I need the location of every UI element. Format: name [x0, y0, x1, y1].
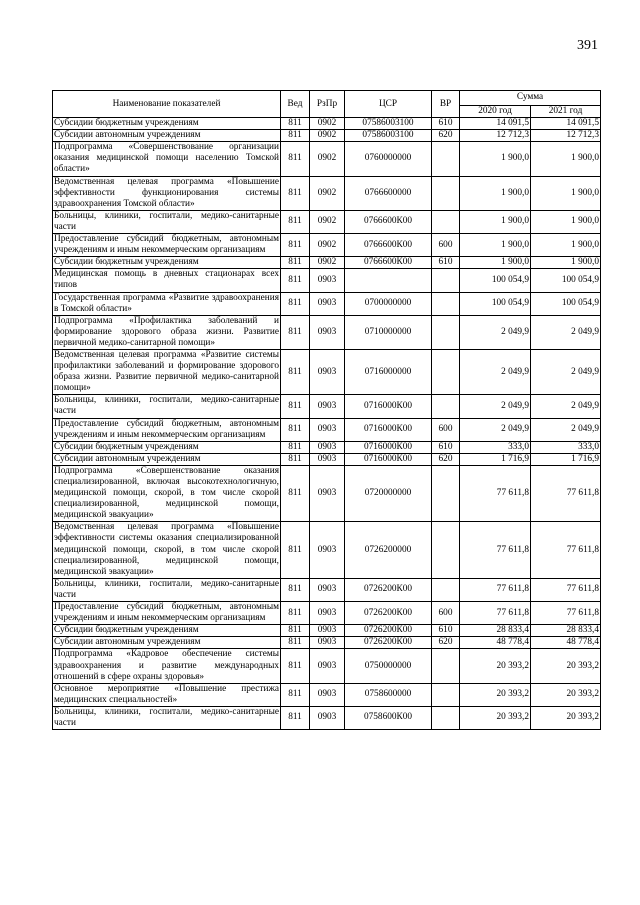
- cell-vr: 620: [432, 130, 460, 142]
- cell-vr: [432, 269, 460, 292]
- cell-csr: 0758600К00: [345, 706, 432, 729]
- cell-csr: 07586003100: [345, 130, 432, 142]
- table-row: [53, 625, 601, 637]
- table-row: [53, 176, 601, 210]
- cell-sum-2020: 20 393,2: [460, 649, 531, 683]
- cell-name: Субсидии бюджетным учреждениям: [53, 441, 281, 453]
- table-row: [53, 349, 601, 394]
- cell-csr: 0700000000: [345, 292, 432, 315]
- cell-sum-2020: 20 393,2: [460, 706, 531, 729]
- header-rzpr: РзПр: [310, 91, 345, 118]
- cell-sum-2021: 100 054,9: [531, 269, 601, 292]
- cell-ved: 811: [281, 257, 310, 269]
- cell-csr: 0716000К00: [345, 441, 432, 453]
- cell-rzpr: 0903: [310, 637, 345, 649]
- table-row: [53, 683, 601, 706]
- budget-table: [52, 90, 601, 730]
- cell-sum-2020: 1 900,0: [460, 210, 531, 233]
- cell-name: Субсидии бюджетным учреждениям: [53, 257, 281, 269]
- cell-vr: 610: [432, 625, 460, 637]
- cell-vr: 600: [432, 234, 460, 257]
- cell-rzpr: 0903: [310, 349, 345, 394]
- cell-vr: [432, 578, 460, 601]
- cell-rzpr: 0903: [310, 522, 345, 578]
- table-body: [53, 118, 601, 730]
- cell-rzpr: 0902: [310, 118, 345, 130]
- cell-csr: 0766600К00: [345, 257, 432, 269]
- cell-sum-2020: 1 900,0: [460, 142, 531, 176]
- cell-vr: [432, 210, 460, 233]
- cell-sum-2021: 2 049,9: [531, 349, 601, 394]
- cell-name: Подпрограмма «Совершенствование оказания специализированной, включая высокотехнологичную, медицинской помощи, скорой, в том числе скорой специализированной, медицинской помощи, медицинской эвакуации»: [54, 465, 279, 521]
- cell-ved: 811: [281, 269, 310, 292]
- cell-ved: 811: [281, 292, 310, 315]
- cell-name: Подпрограмма «Кадровое обеспечение системы здравоохранения и развитие международных отношений в сфере охраны здоровья»: [54, 649, 279, 682]
- cell-name: Больницы, клиники, госпитали, медико-санитарные части: [54, 395, 279, 417]
- cell-name: Субсидии бюджетным учреждениям: [53, 118, 281, 130]
- cell-ved: 811: [281, 142, 310, 176]
- cell-vr: [432, 706, 460, 729]
- table-row: [53, 453, 601, 465]
- cell-name: Субсидии бюджетным учреждениям: [53, 625, 281, 637]
- cell-vr: [432, 649, 460, 683]
- cell-name: Субсидии автономным учреждениям: [53, 130, 281, 142]
- cell-rzpr: 0903: [310, 706, 345, 729]
- cell-sum-2021: 48 778,4: [531, 637, 601, 649]
- cell-name: Подпрограмма «Совершенствование организации оказания медицинской помощи населению Томской области»: [54, 142, 279, 175]
- cell-ved: 811: [281, 625, 310, 637]
- cell-csr: 0726200000: [345, 522, 432, 578]
- table-row: [53, 315, 601, 349]
- cell-name: Государственная программа «Развитие здравоохранения в Томской области»: [54, 292, 279, 314]
- cell-csr: 0726200К00: [345, 637, 432, 649]
- cell-rzpr: 0902: [310, 234, 345, 257]
- cell-rzpr: 0903: [310, 465, 345, 521]
- cell-ved: 811: [281, 602, 310, 625]
- cell-vr: [432, 683, 460, 706]
- cell-vr: 600: [432, 418, 460, 441]
- cell-ved: 811: [281, 441, 310, 453]
- cell-sum-2021: 20 393,2: [531, 706, 601, 729]
- cell-name: Больницы, клиники, госпитали, медико-санитарные части: [54, 210, 279, 232]
- cell-name: Ведомственная целевая программа «Повышение эффективности системы оказания специализированной медицинской помощи, скорой, в том числе скорой специализированной, медицинской помощи, медицинской эвакуации»: [54, 522, 279, 577]
- cell-sum-2020: 20 393,2: [460, 683, 531, 706]
- cell-vr: 620: [432, 453, 460, 465]
- cell-rzpr: 0902: [310, 142, 345, 176]
- cell-sum-2020: 1 716,9: [460, 453, 531, 465]
- cell-vr: [432, 142, 460, 176]
- cell-sum-2020: 77 611,8: [460, 602, 531, 625]
- cell-sum-2021: 100 054,9: [531, 292, 601, 315]
- table-row: [53, 142, 601, 176]
- table-row: [53, 578, 601, 601]
- cell-ved: 811: [281, 453, 310, 465]
- cell-csr: 0720000000: [345, 465, 432, 521]
- cell-name: Субсидии автономным учреждениям: [53, 453, 281, 465]
- cell-sum-2020: 14 091,5: [460, 118, 531, 130]
- cell-name: Больницы, клиники, госпитали, медико-санитарные части: [54, 578, 279, 600]
- table-row: [53, 130, 601, 142]
- cell-rzpr: 0902: [310, 130, 345, 142]
- header-year-2020: 2020 год: [460, 106, 531, 118]
- cell-vr: [432, 176, 460, 210]
- cell-rzpr: 0903: [310, 625, 345, 637]
- table-row: [53, 269, 601, 292]
- cell-ved: 811: [281, 234, 310, 257]
- cell-name: Предоставление субсидий бюджетным, автономным учреждениям и иным некоммерческим организациям: [54, 602, 279, 624]
- cell-csr: 0758600000: [345, 683, 432, 706]
- cell-sum-2020: 12 712,3: [460, 130, 531, 142]
- cell-csr: 0710000000: [345, 315, 432, 349]
- cell-sum-2020: 1 900,0: [460, 176, 531, 210]
- cell-rzpr: 0903: [310, 315, 345, 349]
- cell-vr: [432, 292, 460, 315]
- cell-sum-2021: 28 833,4: [531, 625, 601, 637]
- cell-sum-2020: 100 054,9: [460, 269, 531, 292]
- page-number: 391: [577, 38, 598, 53]
- cell-sum-2021: 77 611,8: [531, 522, 601, 578]
- cell-name: Субсидии автономным учреждениям: [53, 637, 281, 649]
- cell-sum-2020: 2 049,9: [460, 315, 531, 349]
- cell-name: Ведомственная целевая программа «Повышение эффективности функционирования системы здравоохранения Томской области»: [54, 176, 279, 209]
- table-row: [53, 395, 601, 418]
- cell-name: Предоставление субсидий бюджетным, автономным учреждениям и иным некоммерческим организациям: [54, 234, 279, 256]
- cell-vr: [432, 465, 460, 521]
- cell-vr: [432, 315, 460, 349]
- cell-name: Медицинская помощь в дневных стационарах всех типов: [54, 269, 279, 291]
- cell-name: Подпрограмма «Профилактика заболеваний и формирование здорового образа жизни. Развитие первичной медико-санитарной помощи»: [54, 315, 279, 348]
- header-year-2021: 2021 год: [531, 106, 601, 118]
- cell-sum-2021: 1 900,0: [531, 210, 601, 233]
- cell-csr: 0726200К00: [345, 578, 432, 601]
- cell-vr: 600: [432, 602, 460, 625]
- cell-name: Ведомственная целевая программа «Развитие системы профилактики заболеваний и формирование здорового образа жизни. Развитие первичной медико-санитарной помощи»: [54, 349, 279, 394]
- cell-csr: 07586003100: [345, 118, 432, 130]
- cell-sum-2021: 1 900,0: [531, 257, 601, 269]
- cell-csr: 0766600К00: [345, 234, 432, 257]
- cell-rzpr: 0903: [310, 292, 345, 315]
- cell-rzpr: 0902: [310, 257, 345, 269]
- cell-rzpr: 0903: [310, 578, 345, 601]
- cell-sum-2021: 12 712,3: [531, 130, 601, 142]
- cell-ved: 811: [281, 118, 310, 130]
- cell-sum-2021: 1 900,0: [531, 176, 601, 210]
- header-csr: ЦСР: [345, 91, 432, 118]
- table-row: [53, 418, 601, 441]
- cell-sum-2020: 28 833,4: [460, 625, 531, 637]
- cell-sum-2021: 1 900,0: [531, 234, 601, 257]
- cell-rzpr: 0903: [310, 395, 345, 418]
- cell-sum-2020: 48 778,4: [460, 637, 531, 649]
- cell-sum-2021: 77 611,8: [531, 465, 601, 521]
- cell-rzpr: 0903: [310, 418, 345, 441]
- cell-vr: [432, 349, 460, 394]
- cell-csr: 0726200К00: [345, 602, 432, 625]
- cell-rzpr: 0903: [310, 602, 345, 625]
- cell-csr: 0766600К00: [345, 210, 432, 233]
- cell-ved: 811: [281, 465, 310, 521]
- cell-ved: 811: [281, 522, 310, 578]
- cell-rzpr: 0903: [310, 453, 345, 465]
- cell-ved: 811: [281, 176, 310, 210]
- cell-sum-2021: 1 900,0: [531, 142, 601, 176]
- cell-sum-2021: 20 393,2: [531, 649, 601, 683]
- cell-csr: 0726200К00: [345, 625, 432, 637]
- cell-csr: 0760000000: [345, 142, 432, 176]
- cell-vr: 610: [432, 441, 460, 453]
- cell-ved: 811: [281, 349, 310, 394]
- table-header: [53, 91, 601, 118]
- cell-sum-2021: 20 393,2: [531, 683, 601, 706]
- cell-name: Больницы, клиники, госпитали, медико-санитарные части: [54, 706, 279, 728]
- cell-ved: 811: [281, 683, 310, 706]
- cell-sum-2021: 1 716,9: [531, 453, 601, 465]
- cell-rzpr: 0903: [310, 269, 345, 292]
- table-row: [53, 602, 601, 625]
- table-row: [53, 257, 601, 269]
- cell-ved: 811: [281, 649, 310, 683]
- cell-ved: 811: [281, 130, 310, 142]
- cell-csr: 0750000000: [345, 649, 432, 683]
- cell-csr: 0716000К00: [345, 395, 432, 418]
- cell-sum-2021: 77 611,8: [531, 578, 601, 601]
- cell-sum-2021: 14 091,5: [531, 118, 601, 130]
- cell-rzpr: 0903: [310, 649, 345, 683]
- cell-csr: 0716000К00: [345, 418, 432, 441]
- cell-ved: 811: [281, 706, 310, 729]
- header-sum: Сумма: [460, 91, 601, 106]
- cell-vr: [432, 395, 460, 418]
- cell-sum-2020: 2 049,9: [460, 395, 531, 418]
- table-row: [53, 522, 601, 578]
- header-ved: Вед: [281, 91, 310, 118]
- cell-rzpr: 0902: [310, 210, 345, 233]
- cell-sum-2020: 333,0: [460, 441, 531, 453]
- cell-sum-2020: 2 049,9: [460, 418, 531, 441]
- table-row: [53, 234, 601, 257]
- cell-vr: [432, 522, 460, 578]
- cell-ved: 811: [281, 315, 310, 349]
- cell-sum-2020: 1 900,0: [460, 234, 531, 257]
- cell-sum-2020: 77 611,8: [460, 578, 531, 601]
- table-row: [53, 118, 601, 130]
- cell-vr: 610: [432, 257, 460, 269]
- cell-sum-2020: 77 611,8: [460, 522, 531, 578]
- cell-csr: [345, 269, 432, 292]
- cell-csr: 0716000К00: [345, 453, 432, 465]
- cell-sum-2020: 100 054,9: [460, 292, 531, 315]
- cell-vr: 610: [432, 118, 460, 130]
- cell-rzpr: 0902: [310, 176, 345, 210]
- table-row: [53, 441, 601, 453]
- table-row: [53, 706, 601, 729]
- header-vr: ВР: [432, 91, 460, 118]
- table-row: [53, 649, 601, 683]
- header-name: Наименование показателей: [53, 91, 281, 118]
- cell-csr: 0716000000: [345, 349, 432, 394]
- table-row: [53, 292, 601, 315]
- cell-name: Основное мероприятие «Повышение престижа медицинских специальностей»: [54, 683, 279, 705]
- cell-vr: 620: [432, 637, 460, 649]
- cell-ved: 811: [281, 395, 310, 418]
- table-row: [53, 210, 601, 233]
- cell-sum-2021: 2 049,9: [531, 315, 601, 349]
- cell-sum-2021: 2 049,9: [531, 395, 601, 418]
- cell-sum-2020: 77 611,8: [460, 465, 531, 521]
- cell-sum-2021: 77 611,8: [531, 602, 601, 625]
- cell-sum-2021: 333,0: [531, 441, 601, 453]
- cell-ved: 811: [281, 578, 310, 601]
- cell-csr: 0766600000: [345, 176, 432, 210]
- cell-ved: 811: [281, 637, 310, 649]
- cell-ved: 811: [281, 210, 310, 233]
- cell-sum-2020: 1 900,0: [460, 257, 531, 269]
- cell-rzpr: 0903: [310, 683, 345, 706]
- cell-name: Предоставление субсидий бюджетным, автономным учреждениям и иным некоммерческим организациям: [54, 418, 279, 440]
- cell-sum-2021: 2 049,9: [531, 418, 601, 441]
- cell-rzpr: 0903: [310, 441, 345, 453]
- cell-sum-2020: 2 049,9: [460, 349, 531, 394]
- table-row: [53, 465, 601, 521]
- table-row: [53, 637, 601, 649]
- cell-ved: 811: [281, 418, 310, 441]
